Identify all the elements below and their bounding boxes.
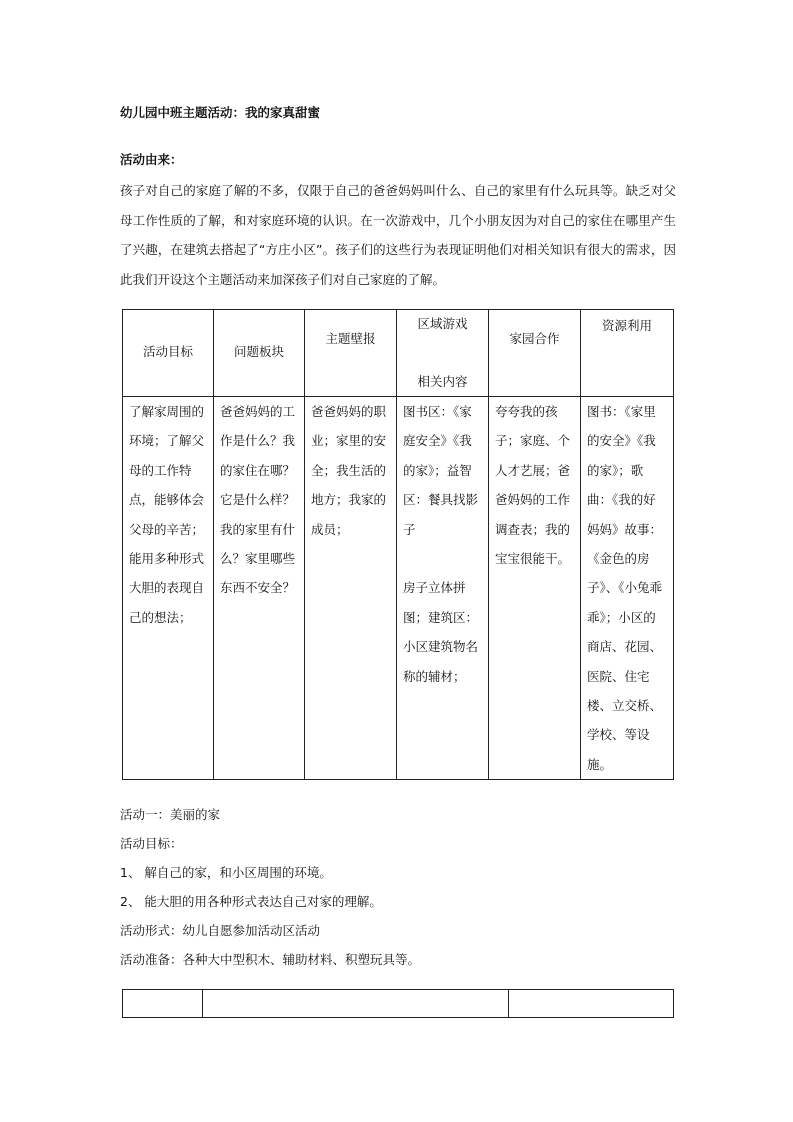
activity-detail-table	[122, 989, 674, 1018]
table-body-row	[123, 397, 674, 780]
empty-cell	[203, 990, 509, 1018]
empty-cell	[509, 990, 674, 1018]
header-label: 区域游戏	[417, 316, 468, 331]
goal-label: 活动目标：	[120, 836, 183, 851]
cell-questions	[214, 397, 305, 780]
activity-plan-table	[122, 309, 674, 780]
activity-one-section	[120, 800, 420, 974]
activity-form: 活动形式：幼儿自愿参加活动区活动	[120, 923, 321, 938]
cell-text: 图书：《家里的安全》《我的家》；歌曲：《我的好妈妈》故事：《金色的房子》、《小兔乖乖》；小区的商店、花园、医院、住宅楼、立交桥、学校、等设施。	[587, 404, 663, 772]
cell-text: 爸爸妈妈的工作是什么？我的家住在哪？它是什么样？我的家里有什么？家里哪些东西不安全？	[220, 404, 296, 596]
header-label: 问题板块	[233, 344, 284, 359]
header-cell-home-cooperation	[489, 310, 581, 397]
header-cell-questions	[214, 310, 305, 397]
cell-text: 图书区：《家庭安全》《我的家》；益智区：餐具找影子	[403, 404, 479, 537]
origin-paragraph	[120, 176, 676, 294]
header-label: 活动目标	[142, 344, 193, 359]
empty-cell	[123, 990, 203, 1018]
cell-text: 了解家周围的环境；了解父母的工作特点，能够体会父母的辛苦；能用多种形式大胆的表现自己的想法；	[129, 404, 205, 625]
header-label: 资源利用	[601, 318, 652, 333]
goal-item-1: 1、 解自己的家，和小区周围的环境。	[120, 865, 332, 880]
table-header-row	[123, 310, 674, 397]
cell-area-games	[397, 397, 489, 780]
goal-item-2: 2、 能大胆的用各种形式表达自己对家的理解。	[120, 894, 382, 909]
header-cell-area-games	[397, 310, 489, 397]
header-label: 家园合作	[509, 331, 560, 346]
origin-label: 活动由来：	[120, 152, 183, 167]
cell-goals	[123, 397, 214, 780]
cell-home-cooperation	[489, 397, 581, 780]
document-title: 幼儿园中班主题活动：我的家真甜蜜	[120, 105, 321, 120]
activity-title: 活动一：美丽的家	[120, 807, 221, 822]
header-label: 主题壁报	[325, 331, 376, 346]
header-label-line2: 相关内容	[417, 374, 468, 389]
cell-text: 夸夸我的孩子；家庭、个人才艺展；爸爸妈妈的工作调查表；我的宝宝很能干。	[495, 404, 571, 567]
origin-text: 孩子对自己的家庭了解的不多，仅限于自己的爸爸妈妈叫什么、自己的家里有什么玩具等。缺乏对父母工作性质的了解，和对家庭环境的认识。在一次游戏中，几个小朋友因为对自己的家住在哪里产生了兴趣，在建筑去搭起了“方庄小区”。孩子们的这些行为表现证明他们对相关知识有很大的需求，因此我们开设这个主题活动来加深孩子们对自己家庭的了解。	[120, 183, 676, 287]
header-cell-wall-poster	[305, 310, 397, 397]
header-cell-resources	[581, 310, 674, 397]
activity-prep: 活动准备：各种大中型积木、辅助材料、积塑玩具等。	[120, 952, 421, 967]
cell-resources	[581, 397, 674, 780]
cell-text: 爸爸妈妈的职业；家里的安全；我生活的地方；我家的成员；	[311, 404, 387, 537]
header-cell-goals	[123, 310, 214, 397]
table-row	[123, 990, 674, 1018]
cell-text-extra: 房子立体拼图；建筑区：小区建筑物名称的辅材；	[403, 580, 479, 684]
cell-wall-poster	[305, 397, 397, 780]
